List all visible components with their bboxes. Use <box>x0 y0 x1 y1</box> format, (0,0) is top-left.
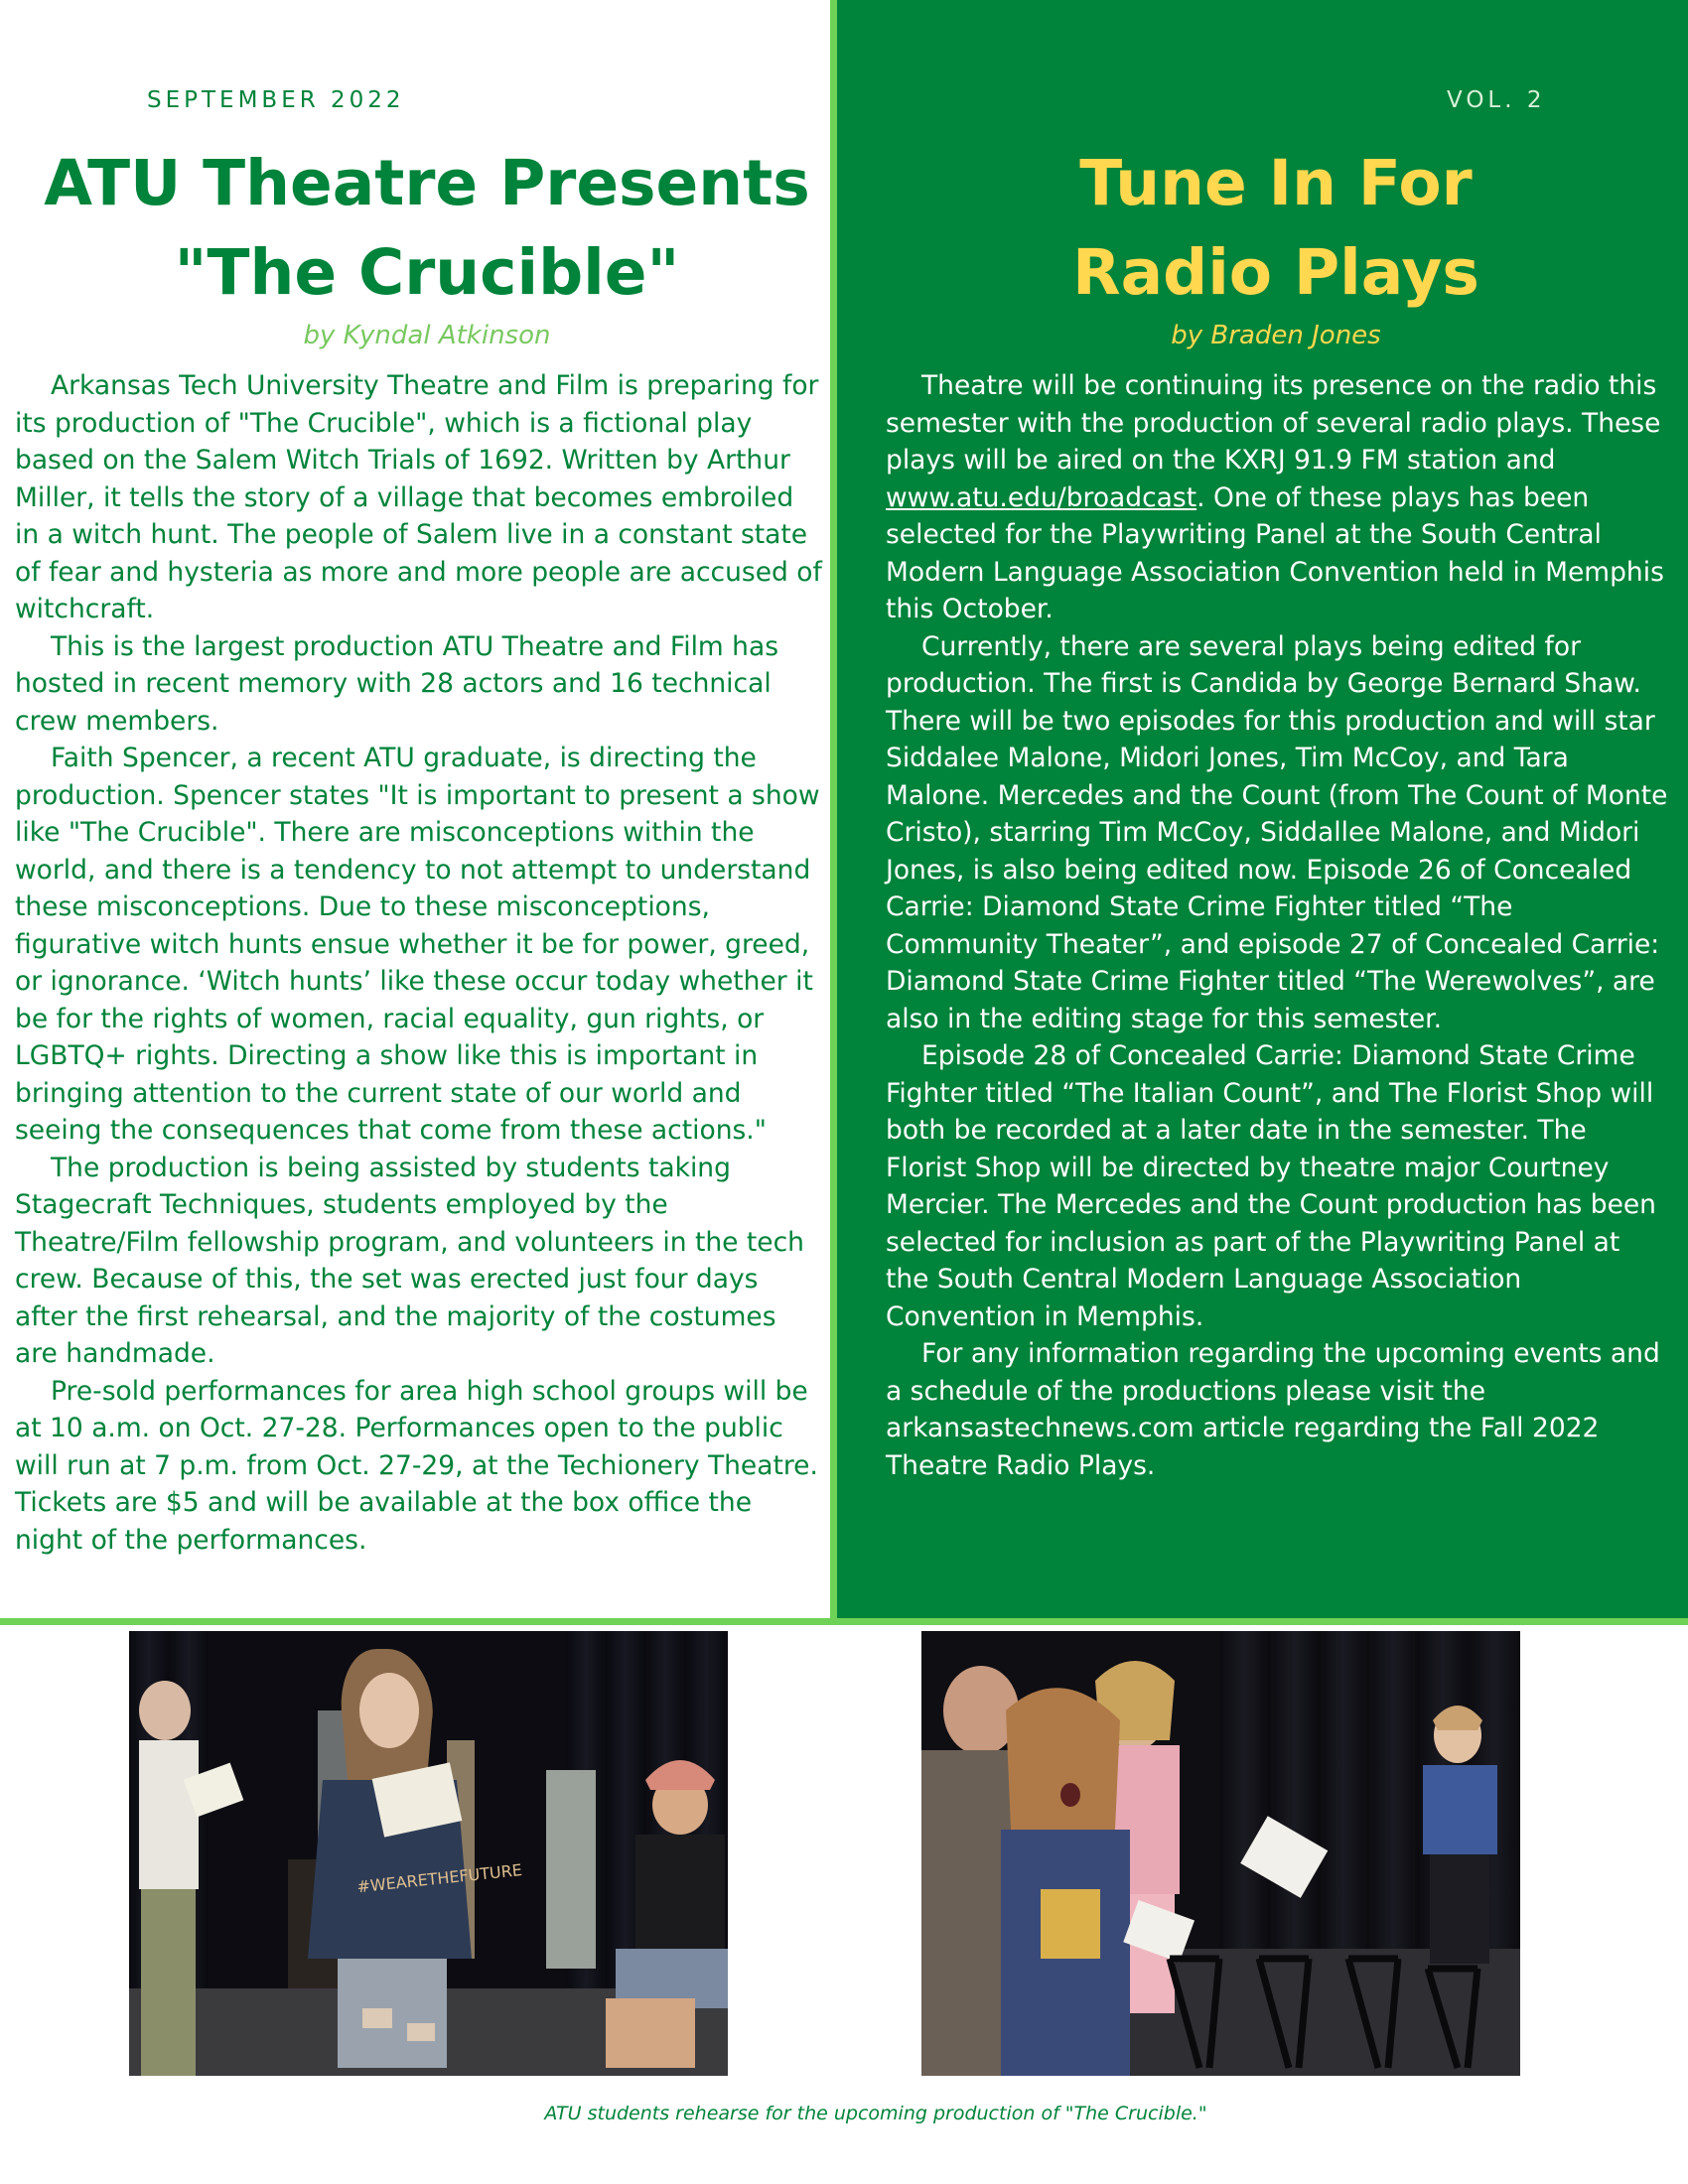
article-paragraph: The production is being assisted by students taking Stagecraft Techniques, students employed by the Theatre/Film fellowship program, and volunteers in the tech crew. Because of this, the set was erected just four days after the first rehearsal, and the majority of the costumes are handmade. <box>15 1152 804 1369</box>
rehearsal-photo-left-art <box>129 1631 728 2076</box>
headline-line: ATU Theatre Presents <box>44 147 810 219</box>
article-paragraph: Pre-sold performances for area high school groups will be at 10 a.m. on Oct. 27-28. Performances open to the public will run at 7 p.m. from Oct. 27-29, at the Techionery Theatre. Tickets are $5 and will be available at the box office the night of the performances. <box>15 1375 818 1556</box>
radio-article-body <box>886 367 1670 1484</box>
radio-plays-headline <box>874 139 1678 318</box>
paragraph-text: . One of these plays has been selected for the Playwriting Panel at the South Central Modern Language Association Convention held in Memphis this October. <box>886 481 1664 624</box>
byline-right: by Braden Jones <box>1171 321 1381 350</box>
crucible-headline <box>20 139 834 318</box>
article-paragraph <box>886 367 1670 628</box>
headline-line: "The Crucible" <box>174 236 680 309</box>
paragraph-text: Theatre will be continuing its presence on the radio this semester with the production of several radio plays. These plays will be aired on the KXRJ 91.9 FM station and <box>886 370 1661 476</box>
rehearsal-photo-right <box>921 1631 1520 2076</box>
byline-left: by Kyndal Atkinson <box>303 321 551 350</box>
article-paragraph: Faith Spencer, a recent ATU graduate, is directing the production. Spencer states "It is important to present a show like "The Crucible". There are misconceptions within the world, and there is a tendency to not attempt to understand these misconceptions. Due to these misconceptions, figurative witch hunts ensue whether it be for power, greed, or ignorance. ‘Witch hunts’ like these occur today whether it be for the rights of women, racial equality, gun rights, or LGBTQ+ rights. Directing a show like this is important in bringing attention to the current state of our world and seeing the consequences that come from these actions." <box>15 743 820 1146</box>
issue-date: SEPTEMBER 2022 <box>147 87 405 113</box>
rehearsal-photo-right-art <box>921 1631 1520 2076</box>
crucible-article-body <box>15 367 824 1559</box>
broadcast-link[interactable]: www.atu.edu/broadcast <box>886 481 1197 513</box>
article-paragraph: Arkansas Tech University Theatre and Film is preparing for its production of "The Crucible", which is a fictional play based on the Salem Witch Trials of 1692. Written by Arthur Miller, it tells the story of a village that becomes embroiled in a witch hunt. The people of Salem live in a constant state of fear and hysteria as more and more people are accused of witchcraft. <box>15 370 822 624</box>
headline-line: Tune In For <box>1079 147 1473 219</box>
horizontal-divider <box>0 1618 1688 1625</box>
rehearsal-photo-left <box>129 1631 728 2076</box>
shirt-print: #WEARETHEFUTURE <box>355 1859 523 1897</box>
article-paragraph: Currently, there are several plays being edited for production. The first is Candida by George Bernard Shaw. There will be two episodes for this production and will star Siddalee Malone, Midori Jones, Tim McCoy, and Tara Malone. Mercedes and the Count (from The Count of Monte Cristo), starring Tim McCoy, Siddallee Malone, and Midori Jones, is also being edited now. Episode 26 of Concealed Carrie: Diamond State Crime Fighter titled “The Community Theater”, and episode 27 of Concealed Carrie: Diamond State Crime Fighter titled “The Werewolves”, are also in the editing stage for this semester. <box>886 630 1668 1034</box>
photo-caption: ATU students rehearse for the upcoming production of "The Crucible." <box>544 2103 1207 2124</box>
volume-number: VOL. 2 <box>1447 87 1546 113</box>
article-paragraph: Episode 28 of Concealed Carrie: Diamond State Crime Fighter titled “The Italian Count”, and The Florist Shop will both be recorded at a later date in the semester. The Florist Shop will be directed by theatre major Courtney Mercier. The Mercedes and the Count production has been selected for inclusion as part of the Playwriting Panel at the South Central Modern Language Association Convention in Memphis. <box>886 1040 1656 1332</box>
headline-line: Radio Plays <box>1072 236 1479 309</box>
article-paragraph: This is the largest production ATU Theatre and Film has hosted in recent memory with 28 actors and 16 technical crew members. <box>15 630 779 737</box>
article-paragraph: For any information regarding the upcoming events and a schedule of the productions please visit the arkansastechnews.com article regarding the Fall 2022 Theatre Radio Plays. <box>886 1338 1660 1481</box>
